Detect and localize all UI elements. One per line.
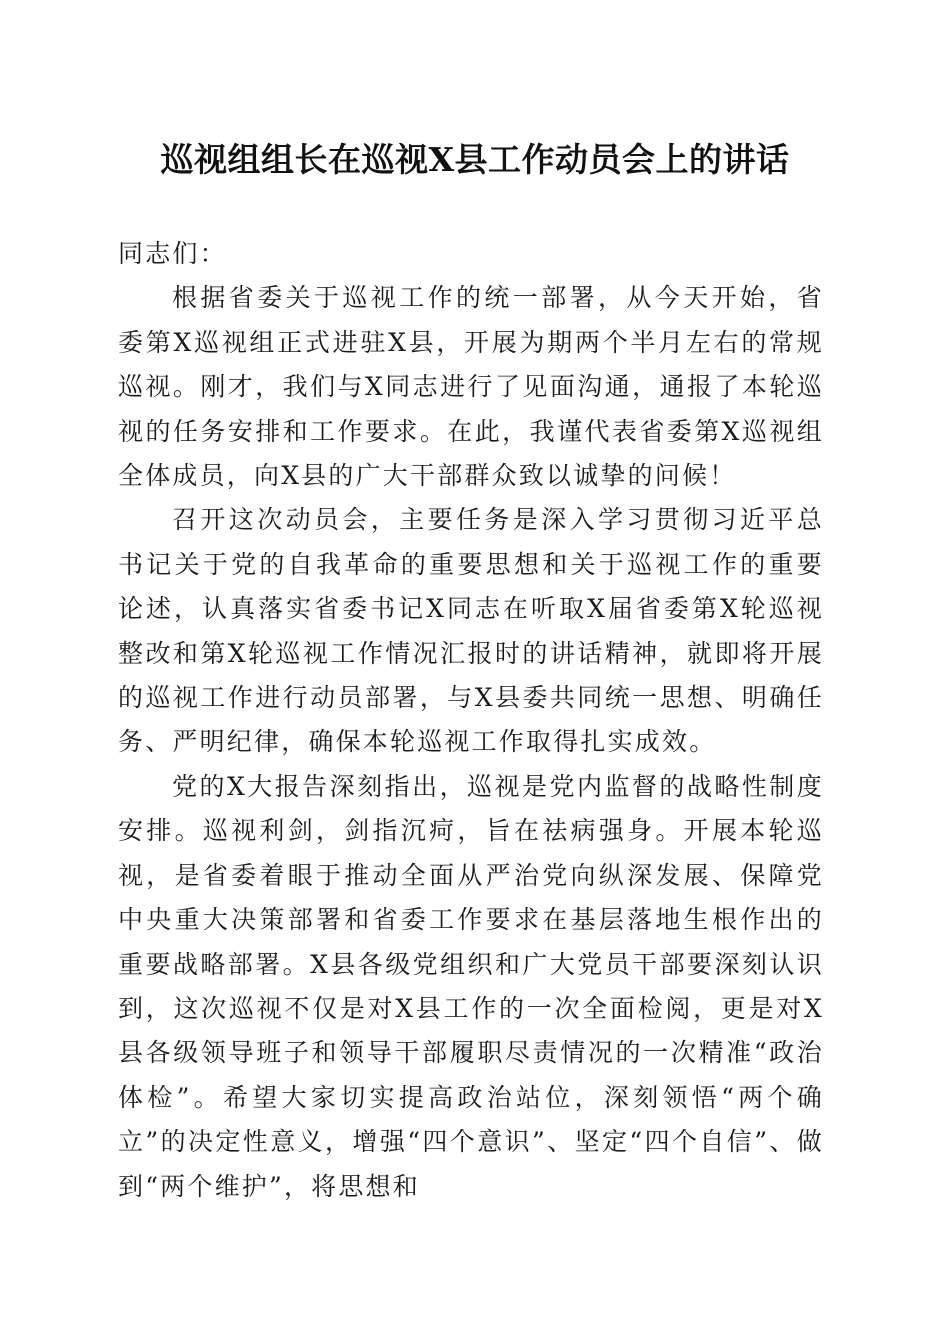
document-body	[118, 232, 824, 1209]
paragraph-2: 召开这次动员会，主要任务是深入学习贯彻习近平总书记关于党的自我革命的重要思想和关于巡视工作的重要论述，认真落实省委书记X同志在听取X届省委第X轮巡视整改和第X轮巡视工作情况汇报时的讲话精神，就即将开展的巡视工作进行动员部署，与X县委共同统一思想、明确任务、严明纪律，确保本轮巡视工作取得扎实成效。	[118, 505, 824, 757]
document-title: 巡视组组长在巡视X县工作动员会上的讲话	[160, 140, 790, 179]
salutation: 同志们：	[118, 239, 227, 268]
paragraph-1: 根据省委关于巡视工作的统一部署，从今天开始，省委第X巡视组正式进驻X县，开展为期两个半月左右的常规巡视。刚才，我们与X同志进行了见面沟通，通报了本轮巡视的任务安排和工作要求。在此，我谨代表省委第X巡视组全体成员，向X县的广大干部群众致以诚挚的问候！	[118, 283, 824, 491]
paragraph-3: 党的X大报告深刻指出，巡视是党内监督的战略性制度安排。巡视利剑，剑指沉疴，旨在祛病强身。开展本轮巡视，是省委着眼于推动全面从严治党向纵深发展、保障党中央重大决策部署和省委工作要求在基层落地生根作出的重要战略部署。X县各级党组织和广大党员干部要深刻认识到，这次巡视不仅是对X县工作的一次全面检阅，更是对X县各级领导班子和领导干部履职尽责情况的一次精准“政治体检”。希望大家切实提高政治站位，深刻领悟“两个确立”的决定性意义，增强“四个意识”、坚定“四个自信”、做到“两个维护”，将思想和	[118, 771, 824, 1201]
